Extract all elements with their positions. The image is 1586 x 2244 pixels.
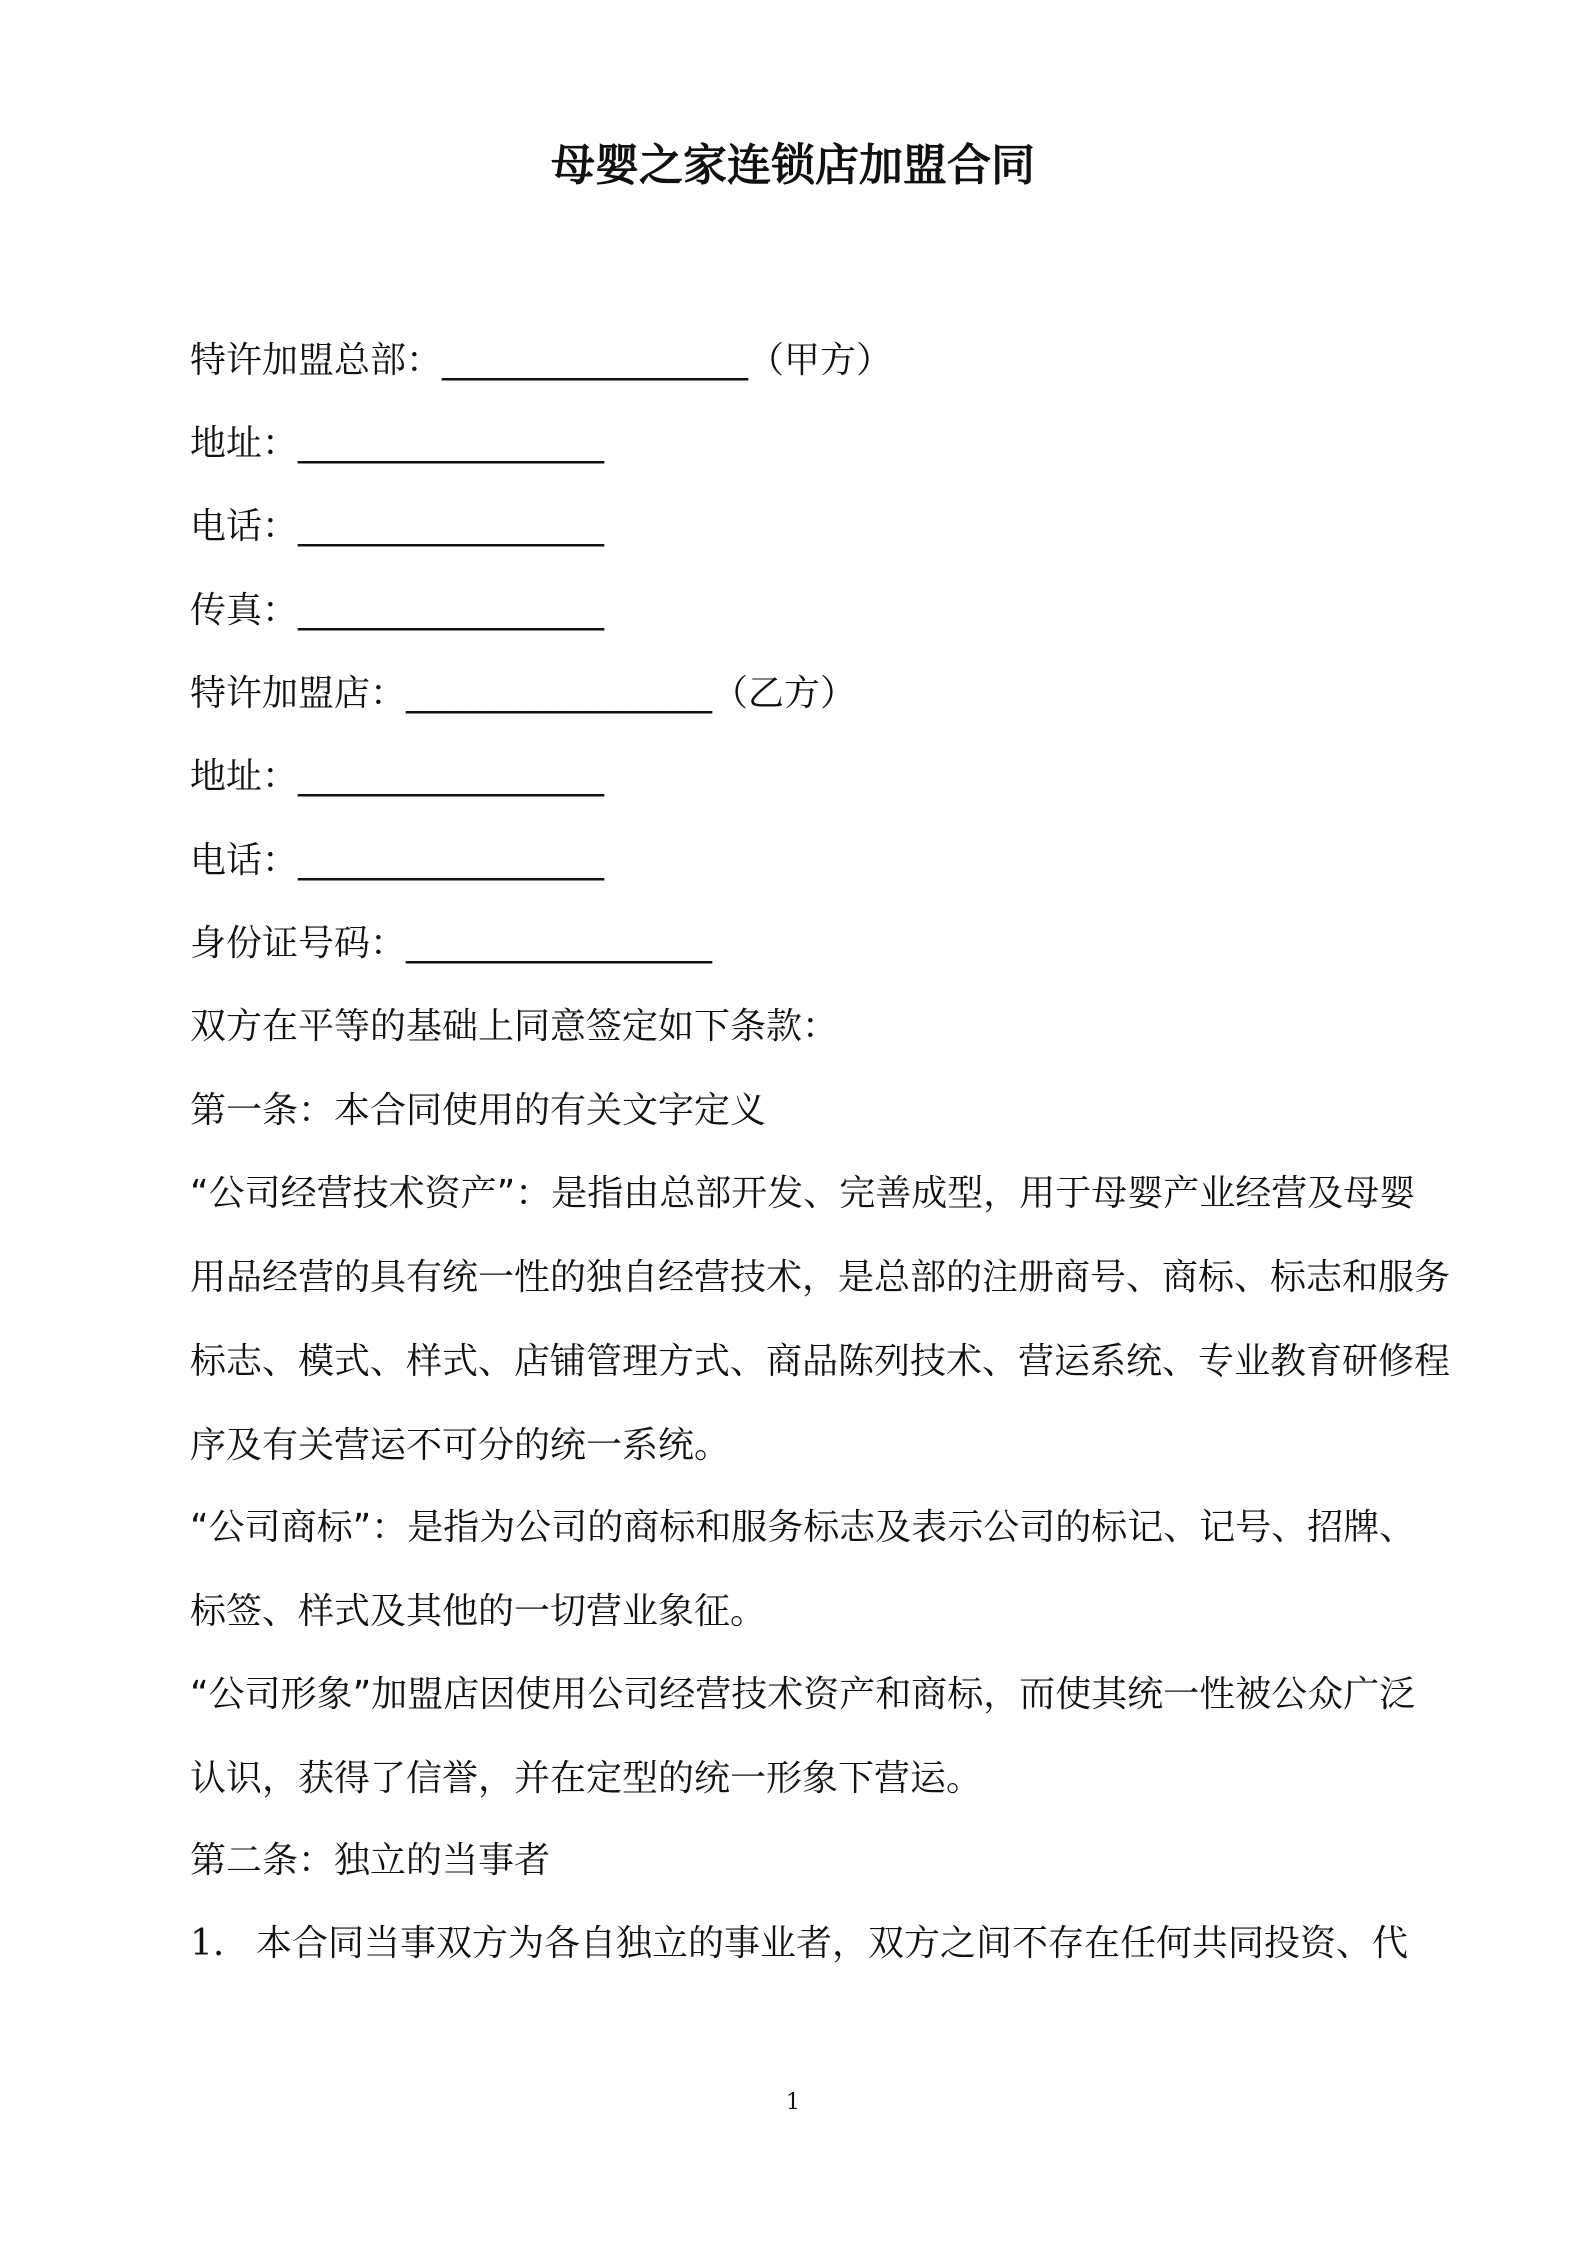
- article-2-heading: 第二条：独立的当事者: [190, 1840, 551, 1881]
- field-franchisee-id: 身份证号码：_________________: [190, 923, 713, 964]
- intro-text: 双方在平等的基础上同意签定如下条款：: [190, 1006, 839, 1047]
- page-number: 1: [786, 2090, 800, 2115]
- field-franchisor-phone: 电话：_________________: [190, 506, 605, 547]
- field-franchisor: 特许加盟总部：_________________（甲方）: [190, 340, 893, 381]
- field-franchisee-address: 地址：_________________: [190, 756, 605, 797]
- definition-tech-assets: “公司经营技术资产”：是指由总部开发、完善成型，用于母婴产业经营及母婴用品经营的具有统一性的独自经营技术，是总部的注册商号、商标、标志和服务标志、模式、样式、店铺管理方式、商品陈列技术、营运系统、专业教育研修程序及有关营运不可分的统一系统。: [190, 1173, 1451, 1466]
- list-item-number: 1.: [190, 1923, 225, 1964]
- definition-trademark: “公司商标”：是指为公司的商标和服务标志及表示公司的标记、记号、招牌、标签、样式及其他的一切营业象征。: [190, 1507, 1416, 1632]
- list-item: [190, 1919, 1450, 1969]
- field-franchisee-phone: 电话：_________________: [190, 840, 605, 881]
- field-franchisor-fax: 传真：_________________: [190, 590, 605, 631]
- list-item-text: 本合同当事双方为各自独立的事业者，双方之间不存在任何共同投资、代: [256, 1923, 1409, 1964]
- field-franchisor-address: 地址：_________________: [190, 423, 605, 464]
- field-franchisee: 特许加盟店：_________________（乙方）: [190, 673, 857, 714]
- definition-image: “公司形象”加盟店因使用公司经营技术资产和商标，而使其统一性被公众广泛认识，获得了信誉，并在定型的统一形象下营运。: [190, 1674, 1416, 1799]
- document-title: 母婴之家连锁店加盟合同: [551, 140, 1035, 191]
- article-1-heading: 第一条：本合同使用的有关文字定义: [190, 1090, 767, 1131]
